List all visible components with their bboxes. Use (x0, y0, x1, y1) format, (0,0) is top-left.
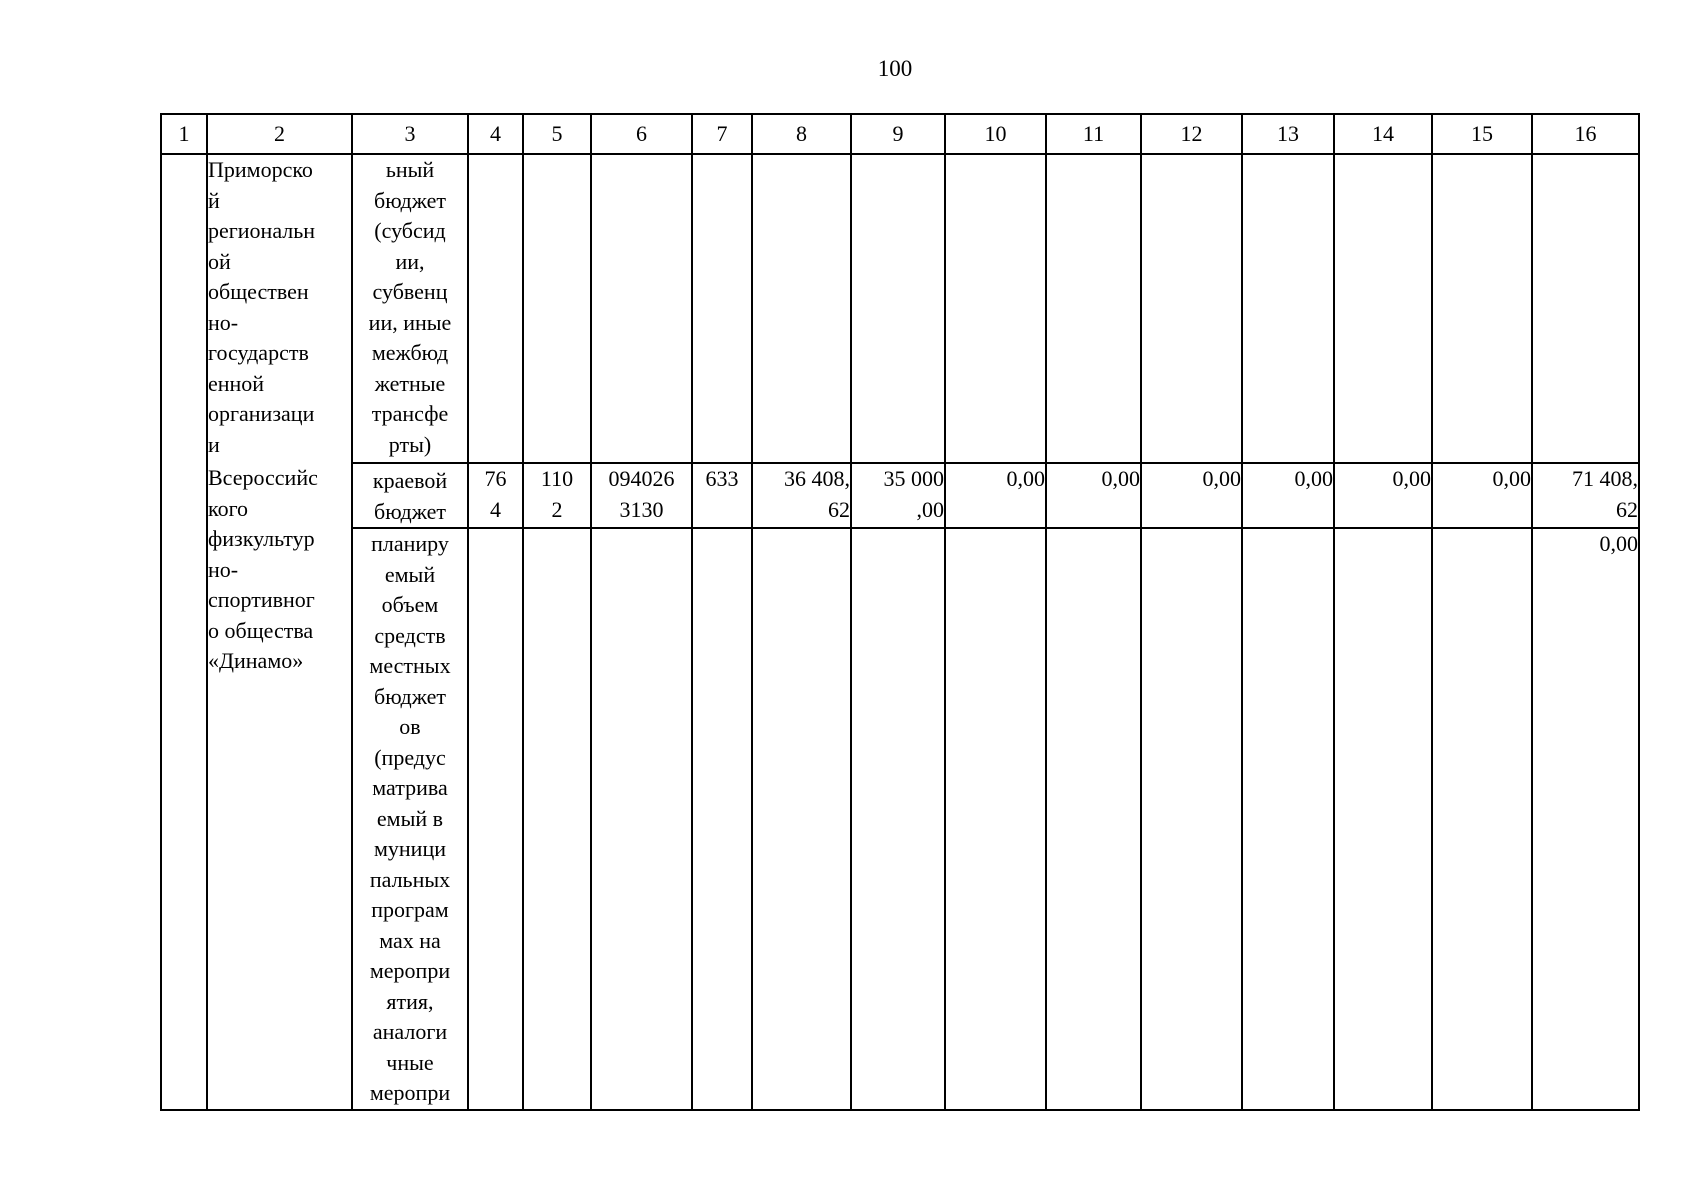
header-cell: 15 (1432, 114, 1532, 154)
text-line: государств (208, 340, 309, 365)
text-line: бюджет (374, 683, 446, 709)
text-line: емый в (376, 805, 444, 831)
text-line: обществен (208, 279, 309, 304)
text-line: енной (208, 370, 265, 396)
amount-cell: 0,00 (1432, 463, 1532, 528)
text-line: ии, (395, 248, 425, 274)
text-line: краевой (372, 468, 448, 493)
text-line: Приморско (208, 157, 313, 182)
text-line: 35 000 (883, 466, 944, 491)
text-line: средств (374, 622, 446, 648)
header-cell: 4 (468, 114, 523, 154)
text-line: 62 (1616, 496, 1638, 522)
header-cell: 11 (1046, 114, 1141, 154)
empty-cell (1046, 528, 1141, 1110)
text-line: ятия, (386, 988, 434, 1014)
text-line: физкультур (208, 526, 315, 551)
empty-cell (1242, 154, 1334, 463)
text-line: ьный (385, 157, 435, 182)
header-cell: 12 (1141, 114, 1242, 154)
amount-cell (851, 463, 945, 528)
organization-name-top (207, 154, 352, 463)
text-line: рты) (388, 431, 432, 457)
text-line: спортивног (208, 587, 315, 612)
empty-cell (1141, 154, 1242, 463)
text-line: субвенц (372, 279, 448, 304)
empty-cell (945, 154, 1046, 463)
text-line: «Динамо» (208, 648, 304, 673)
budget-source-cell (352, 528, 468, 1110)
text-line: (предус (374, 744, 446, 770)
header-cell: 13 (1242, 114, 1334, 154)
empty-cell (1432, 154, 1532, 463)
header-cell: 8 (752, 114, 851, 154)
text-line: жетные (374, 370, 446, 396)
header-cell: 1 (161, 114, 207, 154)
empty-cell (692, 154, 752, 463)
empty-cell (591, 528, 692, 1110)
empty-cell (1532, 154, 1639, 463)
empty-cell (851, 154, 945, 463)
header-row (161, 114, 1639, 154)
text-line: (субсид (374, 218, 446, 243)
text-line: но- (208, 309, 239, 335)
text-line: 71 408, (1572, 466, 1638, 491)
text-line: организаци (208, 401, 315, 426)
text-line: 2 (551, 496, 563, 522)
header-cell: 5 (523, 114, 591, 154)
text-line: 76 (484, 466, 507, 491)
budget-source-cell (352, 154, 468, 463)
text-line: ой (208, 248, 231, 274)
empty-cell (692, 528, 752, 1110)
text-line: региональн (208, 218, 316, 243)
text-line: 3130 (619, 496, 664, 522)
empty-cell (1046, 154, 1141, 463)
empty-cell (1334, 528, 1432, 1110)
text-line: ,00 (916, 496, 944, 522)
header-cell: 7 (692, 114, 752, 154)
empty-cell (1334, 154, 1432, 463)
amount-cell: 0,00 (1141, 463, 1242, 528)
text-line: матрива (372, 775, 448, 800)
text-line: межбюд (371, 340, 449, 365)
row-number-cell (161, 154, 207, 1110)
text-line: бюджет (374, 187, 446, 213)
empty-cell (1432, 528, 1532, 1110)
text-line: емый (384, 561, 436, 587)
amount-cell (752, 463, 851, 528)
text-line: мах на (379, 927, 441, 953)
amount-cell: 0,00 (1046, 463, 1141, 528)
header-cell: 3 (352, 114, 468, 154)
text-line: 094026 (608, 466, 675, 491)
text-line: меропри (369, 1080, 451, 1105)
text-line: кого (208, 495, 249, 521)
budget-table (160, 113, 1640, 1111)
empty-cell (1141, 528, 1242, 1110)
text-line: о общества (208, 617, 314, 643)
text-line: чные (386, 1049, 434, 1075)
header-cell: 2 (207, 114, 352, 154)
text-line: 62 (828, 496, 850, 522)
text-line: аналоги (372, 1019, 448, 1044)
text-line: трансфе (371, 401, 449, 426)
text-line: 110 (540, 466, 574, 491)
budget-source-cell (352, 463, 468, 528)
empty-cell (851, 528, 945, 1110)
total-amount-cell: 0,00 (1532, 528, 1639, 1110)
text-line: й (208, 187, 220, 213)
empty-cell (752, 154, 851, 463)
empty-cell (591, 154, 692, 463)
text-line: бюджет (374, 498, 446, 524)
expense-type-cell: 633 (692, 463, 752, 528)
page-number: 100 (877, 56, 913, 81)
empty-cell (468, 528, 523, 1110)
text-line: меропри (369, 958, 451, 983)
header-cell: 10 (945, 114, 1046, 154)
text-line: 4 (490, 496, 501, 522)
organization-name-bottom (207, 463, 352, 1110)
header-cell: 9 (851, 114, 945, 154)
text-line: програм (371, 897, 449, 922)
header-cell: 14 (1334, 114, 1432, 154)
target-article-cell (591, 463, 692, 528)
text-line: муници (373, 836, 446, 861)
amount-cell: 0,00 (1334, 463, 1432, 528)
section-code-cell (523, 463, 591, 528)
total-amount-cell (1532, 463, 1639, 528)
empty-cell (752, 528, 851, 1110)
table-row-regional-budget (161, 463, 1639, 528)
header-cell: 16 (1532, 114, 1639, 154)
text-line: местных (369, 653, 451, 678)
text-line: ов (399, 714, 421, 739)
text-line: но- (208, 556, 239, 582)
grbs-code-cell (468, 463, 523, 528)
text-line: объем (381, 592, 439, 617)
empty-cell (523, 154, 591, 463)
text-line: пальных (369, 866, 451, 892)
text-line: планиру (371, 531, 449, 556)
empty-cell (945, 528, 1046, 1110)
empty-cell (1242, 528, 1334, 1110)
text-line: и (208, 431, 220, 457)
table-row-subsidies (161, 154, 1639, 463)
text-line: Всероссийс (208, 465, 318, 490)
text-line: ии, иные (368, 309, 452, 335)
header-cell: 6 (591, 114, 692, 154)
table-row-local-budgets (161, 528, 1639, 1110)
empty-cell (468, 154, 523, 463)
empty-cell (523, 528, 591, 1110)
text-line: 36 408, (784, 466, 850, 491)
amount-cell: 0,00 (945, 463, 1046, 528)
amount-cell: 0,00 (1242, 463, 1334, 528)
